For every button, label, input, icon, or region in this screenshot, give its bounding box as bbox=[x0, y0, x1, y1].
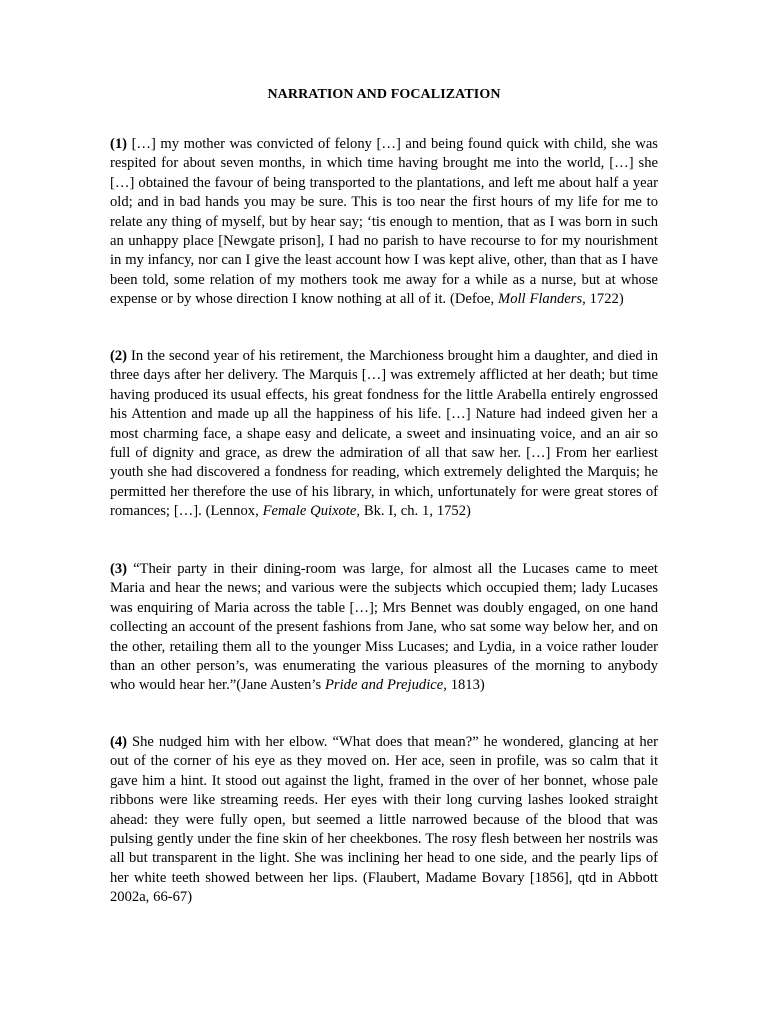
citation-tail: , 1722) bbox=[582, 291, 624, 308]
paragraph-number: (4) bbox=[110, 734, 128, 750]
document-title: NARRATION AND FOCALIZATION bbox=[267, 87, 501, 102]
paragraph-4 bbox=[110, 733, 658, 908]
work-title: Moll Flanders bbox=[498, 291, 583, 308]
citation-tail: , Bk. I, ch. 1, 1752) bbox=[356, 503, 471, 520]
paragraph-number: (1) bbox=[110, 136, 128, 152]
paragraph-number: (3) bbox=[110, 561, 128, 577]
paragraph-3 bbox=[110, 560, 658, 696]
paragraph-1 bbox=[110, 135, 658, 310]
paragraph-number: (2) bbox=[110, 348, 128, 364]
paragraph-text: […] my mother was convicted of felony […] and being found quick with child, she was respited for about seven months, in which time having brought me into the world, […] she […] obtained the favour of being transported to the plantations, and left me about half a year old; and in bad hands you may be sure. This is too near the first hours of my life for me to relate any thing of myself, but by hear say; ‘tis enough to mention, that as I was born in such an unhappy place [Newgate prison], I had no parish to have recourse to for my nourishment in my infancy, nor can I give the least account how I was kept alive, other, than that as I have been told, some relation of my mothers took me away for a while as a nurse, but at whose expense or by whose direction I know nothing at all of it. (Defoe, bbox=[110, 136, 658, 308]
paragraph-text: She nudged him with her elbow. “What does that mean?” he wondered, glancing at her out of the corner of his eye as they moved on. Her ace, seen in profile, was so calm that it gave him a hint. It stood out against the light, framed in the over of her bonnet, whose pale ribbons were like streaming reeds. Her eyes with their long curving lashes looked straight ahead: they were fully open, but seemed a little narrowed because of the blood that was pulsing gently under the fine skin of her cheekbones. The rosy flesh between her nostrils was all but transparent in the light. She was inclining her head to one side, and the pearly lips of her white teeth showed between her lips. (Flaubert, Madame Bovary [1856], qtd in Abbott 2002a, 66-67) bbox=[110, 734, 658, 906]
paragraph-2 bbox=[110, 347, 658, 522]
work-title: Female Quixote bbox=[262, 503, 357, 520]
paragraph-text: In the second year of his retirement, the Marchioness brought him a daughter, and died in three days after her delivery. The Marquis […] was extremely afflicted at her death; but time having produced its usual effects, his great fondness for the little Arabella entirely engrossed his Attention and made up all the happiness of his life. […] Nature had indeed given her a most charming face, a shape easy and delicate, a sweet and insinuating voice, and an air so full of dignity and grace, as drew the admiration of all that saw her. […] From her earliest youth she had discovered a fondness for reading, which extremely delighted the Marquis; he permitted her therefore the use of his library, in which, unfortunately for were great stores of romances; […]. (Lennox, bbox=[110, 348, 658, 520]
citation-tail: , 1813) bbox=[443, 677, 485, 694]
paragraph-text: “Their party in their dining-room was large, for almost all the Lucases came to meet Maria and hear the news; and various were the subjects which occupied them; lady Lucases was enquiring of Maria across the table […]; Mrs Bennet was doubly engaged, on one hand collecting an account of the present fashions from Jane, who sat some way below her, and on the other, retailing them all to the younger Miss Lucases; and Lydia, in a voice rather louder than an other person’s, was enumerating the various pleasures of the morning to anybody who would hear her.”(Jane Austen’s bbox=[110, 561, 658, 694]
work-title: Pride and Prejudice bbox=[325, 677, 444, 694]
